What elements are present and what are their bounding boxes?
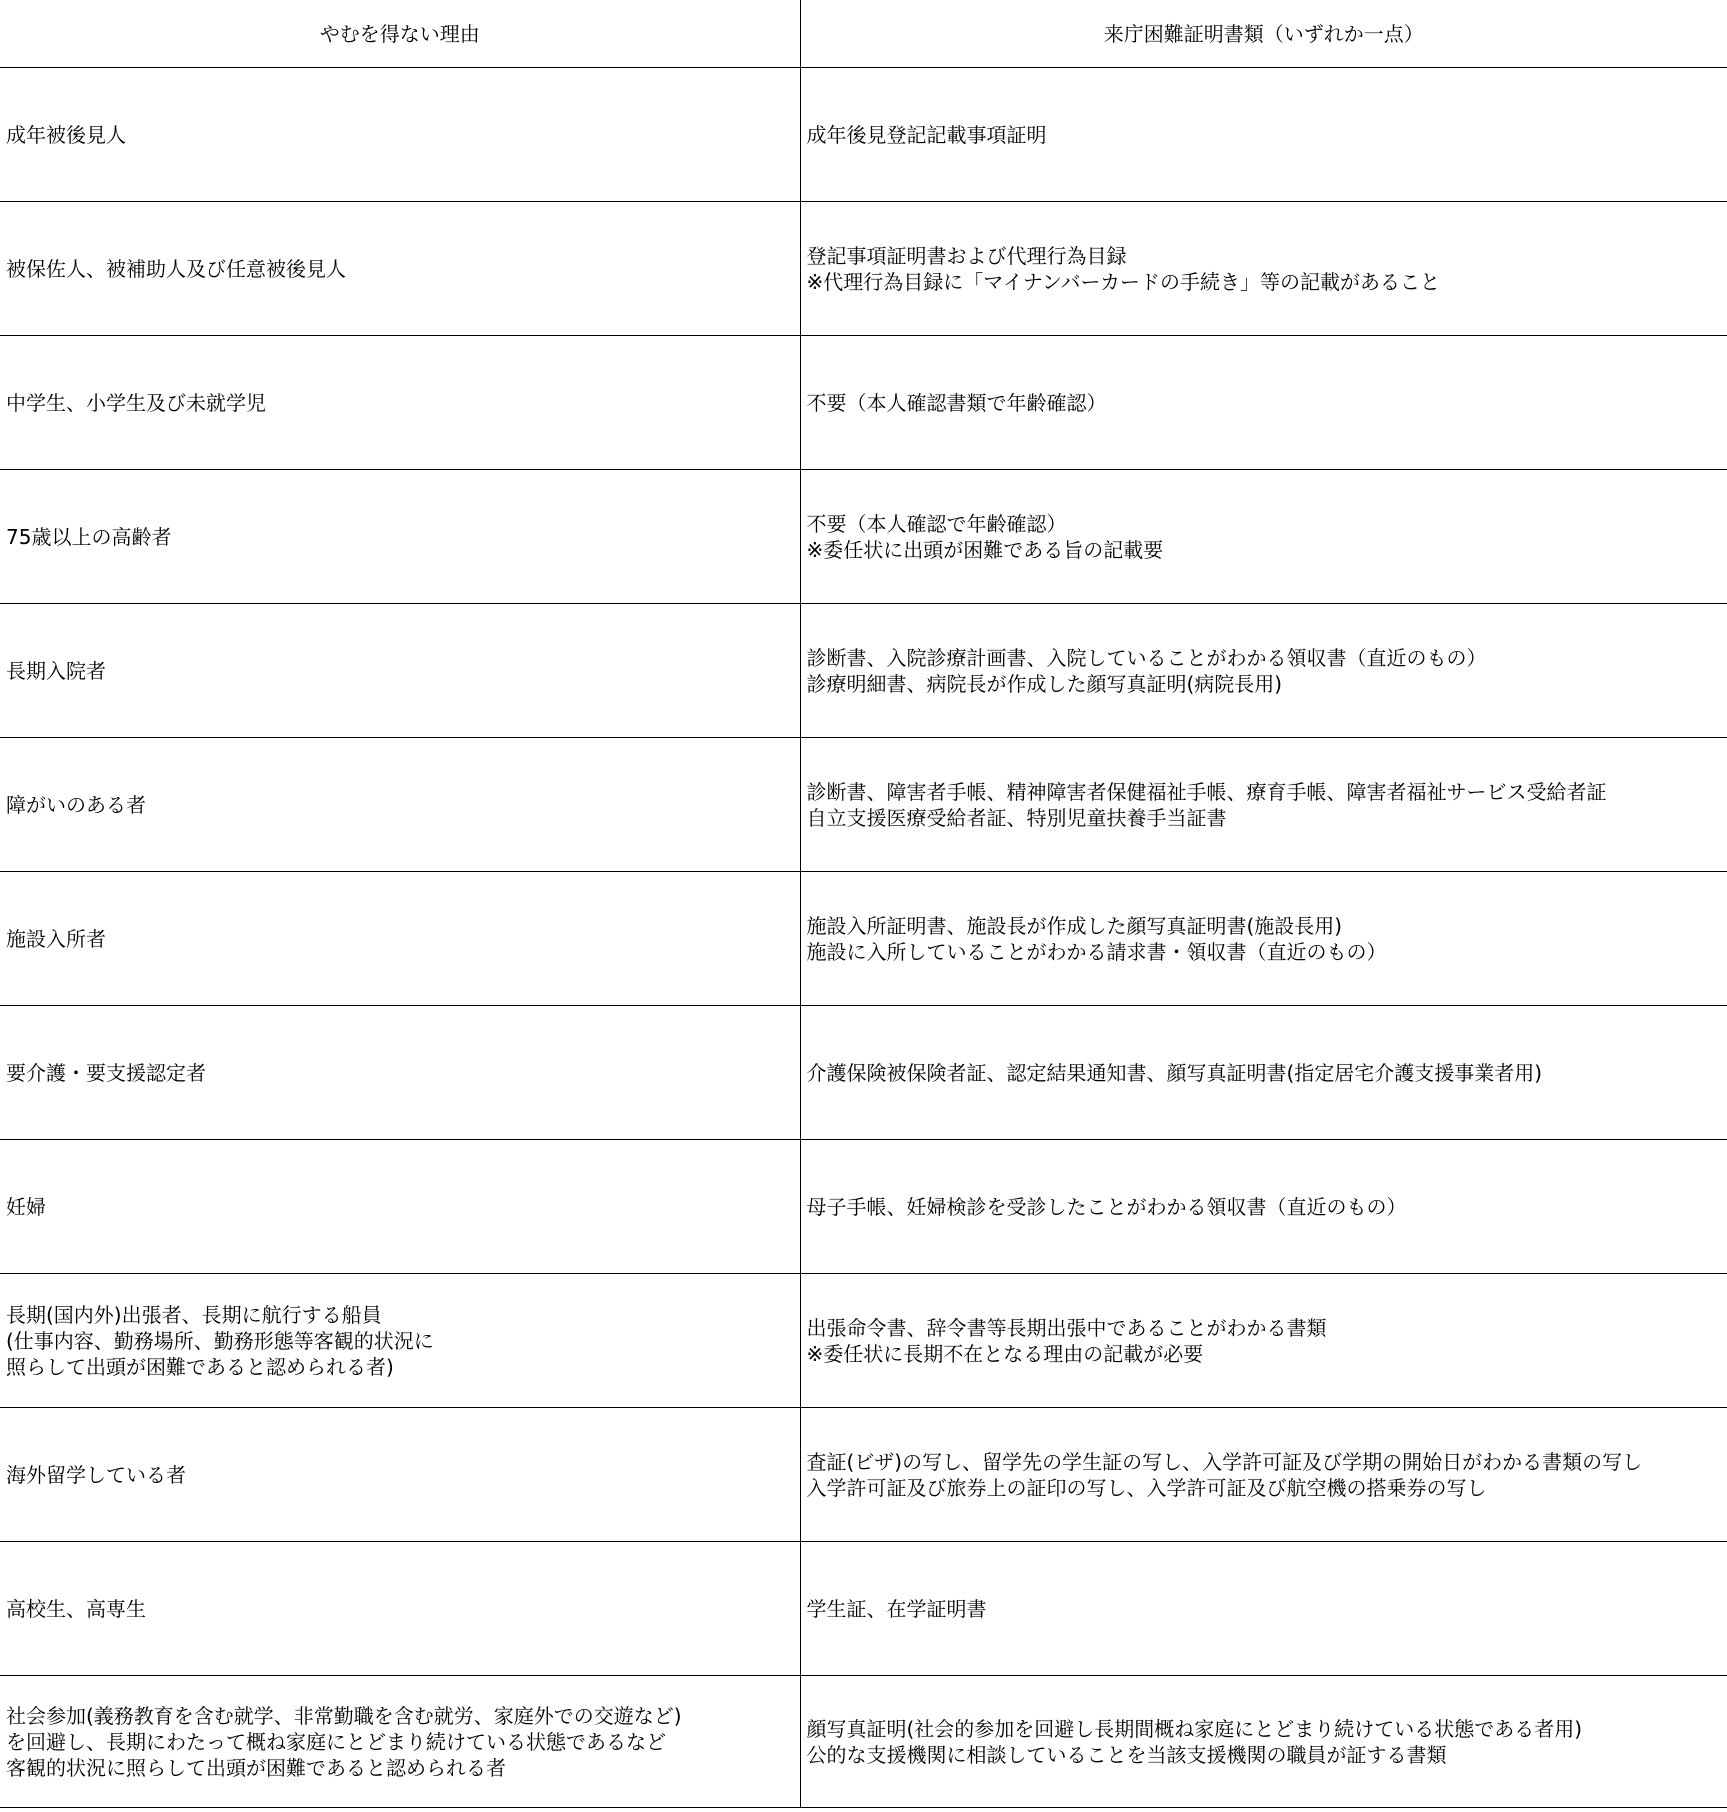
reason-cell: 被保佐人、被補助人及び任意被後見人	[0, 202, 800, 336]
header-row	[0, 0, 1727, 68]
documents-cell: 診断書、障害者手帳、精神障害者保健福祉手帳、療育手帳、障害者福祉サービス受給者証 自立支援医療受給者証、特別児童扶養手当証書	[800, 738, 1727, 872]
reason-cell: 75歳以上の高齢者	[0, 470, 800, 604]
documents-cell: 登記事項証明書および代理行為目録 ※代理行為目録に「マイナンバーカードの手続き」等の記載があること	[800, 202, 1727, 336]
header-documents: 来庁困難証明書類（いずれか一点）	[800, 0, 1727, 68]
reason-cell: 高校生、高専生	[0, 1542, 800, 1676]
table-row	[0, 336, 1727, 470]
documents-cell: 母子手帳、妊婦検診を受診したことがわかる領収書（直近のもの）	[800, 1140, 1727, 1274]
documents-cell: 不要（本人確認で年齢確認） ※委任状に出頭が困難である旨の記載要	[800, 470, 1727, 604]
reason-cell: 長期(国内外)出張者、長期に航行する船員 (仕事内容、勤務場所、勤務形態等客観的状況に 照らして出頭が困難であると認められる者)	[0, 1274, 800, 1408]
documents-cell: 不要（本人確認書類で年齢確認）	[800, 336, 1727, 470]
table-row	[0, 1408, 1727, 1542]
documents-cell: 顔写真証明(社会的参加を回避し長期間概ね家庭にとどまり続けている状態である者用) 公的な支援機関に相談していることを当該支援機関の職員が証する書類	[800, 1676, 1727, 1808]
documents-cell: 介護保険被保険者証、認定結果通知書、顔写真証明書(指定居宅介護支援事業者用)	[800, 1006, 1727, 1140]
reason-cell: 施設入所者	[0, 872, 800, 1006]
reason-cell: 社会参加(義務教育を含む就学、非常勤職を含む就労、家庭外での交遊など) を回避し、長期にわたって概ね家庭にとどまり続けている状態であるなど 客観的状況に照らして出頭が困難であると認められる者	[0, 1676, 800, 1808]
table-row	[0, 202, 1727, 336]
table-row	[0, 1274, 1727, 1408]
table-row	[0, 872, 1727, 1006]
reason-cell: 中学生、小学生及び未就学児	[0, 336, 800, 470]
documents-cell: 学生証、在学証明書	[800, 1542, 1727, 1676]
reason-cell: 成年被後見人	[0, 68, 800, 202]
header-reason: やむを得ない理由	[0, 0, 800, 68]
reason-cell: 要介護・要支援認定者	[0, 1006, 800, 1140]
table-row	[0, 1140, 1727, 1274]
reason-cell: 海外留学している者	[0, 1408, 800, 1542]
table-row	[0, 470, 1727, 604]
documents-cell: 成年後見登記記載事項証明	[800, 68, 1727, 202]
documents-cell: 出張命令書、辞令書等長期出張中であることがわかる書類 ※委任状に長期不在となる理由の記載が必要	[800, 1274, 1727, 1408]
documents-cell: 施設入所証明書、施設長が作成した顔写真証明書(施設長用) 施設に入所していることがわかる請求書・領収書（直近のもの）	[800, 872, 1727, 1006]
table-row	[0, 1006, 1727, 1140]
table-row	[0, 604, 1727, 738]
table-row	[0, 68, 1727, 202]
table-row	[0, 738, 1727, 872]
reason-cell: 妊婦	[0, 1140, 800, 1274]
documents-cell: 査証(ビザ)の写し、留学先の学生証の写し、入学許可証及び学期の開始日がわかる書類の写し 入学許可証及び旅券上の証印の写し、入学許可証及び航空機の搭乗券の写し	[800, 1408, 1727, 1542]
table-row	[0, 1542, 1727, 1676]
reason-cell: 障がいのある者	[0, 738, 800, 872]
documents-cell: 診断書、入院診療計画書、入院していることがわかる領収書（直近のもの） 診療明細書、病院長が作成した顔写真証明(病院長用)	[800, 604, 1727, 738]
table-row	[0, 1676, 1727, 1808]
reason-cell: 長期入院者	[0, 604, 800, 738]
